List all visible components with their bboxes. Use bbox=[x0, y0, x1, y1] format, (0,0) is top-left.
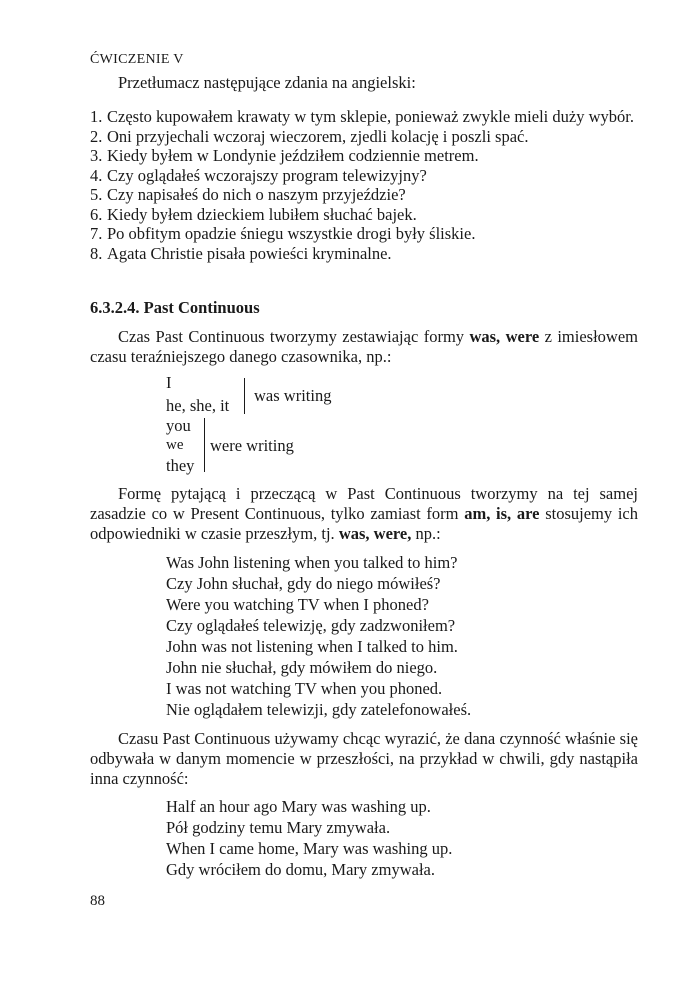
item-number: 3. bbox=[90, 146, 103, 165]
item-text: Kiedy byłem w Londynie jeździłem codziennie metrem. bbox=[107, 146, 479, 165]
page-number: 88 bbox=[90, 893, 105, 909]
item-text: Kiedy byłem dzieckiem lubiłem słuchać bajek. bbox=[107, 204, 417, 224]
item-number: 4. bbox=[90, 165, 103, 185]
brace-icon bbox=[198, 418, 205, 472]
item-text: Oni przyjechali wczoraj wieczorem, zjedli kolację i poszli spać. bbox=[107, 126, 529, 146]
item-text: Czy napisałeś do nich o naszym przyjeździe? bbox=[107, 185, 406, 204]
example-polish: Pół godziny temu Mary zmywała. bbox=[166, 817, 391, 837]
examples-block-2 bbox=[166, 797, 452, 881]
example-english: Half an hour ago Mary was washing up. bbox=[166, 797, 431, 816]
paragraph-usage bbox=[90, 729, 638, 789]
item-number: 5. bbox=[90, 185, 103, 204]
item-number: 6. bbox=[90, 204, 103, 224]
list-item bbox=[90, 205, 638, 225]
verb-form: were writing bbox=[210, 436, 294, 455]
list-item bbox=[90, 166, 638, 186]
section-heading: 6.3.2.4. Past Continuous bbox=[90, 298, 260, 317]
example-polish: Czy oglądałeś telewizję, gdy zadzwoniłem? bbox=[166, 615, 456, 635]
example-polish: Gdy wróciłem do domu, Mary zmywała. bbox=[166, 859, 435, 879]
exercise-instruction: Przetłumacz następujące zdania na angielski: bbox=[118, 73, 416, 92]
item-text: Często kupowałem krawaty w tym sklepie, ponieważ zwykle mieli duży wybór. bbox=[107, 107, 634, 126]
paragraph-question-negative bbox=[90, 484, 638, 544]
example-polish: Nie oglądałem telewizji, gdy zatelefonowałeś. bbox=[166, 699, 472, 719]
item-number: 1. bbox=[90, 107, 103, 126]
example-polish: John nie słuchał, gdy mówiłem do niego. bbox=[166, 657, 438, 677]
list-item bbox=[90, 107, 638, 127]
exercise-title: ĆWICZENIE V bbox=[90, 52, 184, 67]
para2-bold-a: am, is, are bbox=[464, 504, 540, 523]
exercise-list bbox=[90, 107, 638, 263]
paragraph-intro bbox=[90, 327, 638, 367]
item-text: Po obfitym opadzie śniegu wszystkie drogi były śliskie. bbox=[107, 224, 476, 243]
pronoun: I bbox=[166, 373, 172, 392]
para1-text-b: z imiesłowem czasu teraźniejszego danego czasownika, np.: bbox=[90, 327, 638, 366]
list-item bbox=[90, 146, 638, 166]
para2-text-a: Formę pytającą i przeczącą w Past Continuous tworzymy na tej samej zasadzie co w Present Continuous, tylko zamiast form bbox=[90, 484, 638, 523]
pronoun: they bbox=[166, 456, 195, 475]
para2-text-c: np.: bbox=[411, 524, 441, 543]
example-english: Were you watching TV when I phoned? bbox=[166, 595, 429, 614]
brace-icon bbox=[238, 378, 245, 414]
item-number: 2. bbox=[90, 126, 103, 146]
verb-form: was writing bbox=[254, 386, 332, 405]
example-english: John was not listening when I talked to him. bbox=[166, 637, 458, 656]
para2-bold-b: was, were, bbox=[338, 524, 412, 543]
pronoun: you bbox=[166, 416, 191, 435]
para1-text-a: Czas Past Continuous tworzymy zestawiając formy bbox=[118, 327, 470, 346]
item-number: 8. bbox=[90, 243, 103, 263]
item-text: Czy oglądałeś wczorajszy program telewizyjny? bbox=[107, 165, 427, 185]
example-english: Was John listening when you talked to him? bbox=[166, 553, 458, 572]
para1-bold: was, were bbox=[469, 327, 540, 346]
list-item bbox=[90, 244, 638, 264]
list-item bbox=[90, 224, 638, 244]
list-item bbox=[90, 127, 638, 147]
para3-text: Czasu Past Continuous używamy chcąc wyrazić, że dana czynność właśnie się odbywała w danym momencie w przeszłości, na przykład w chwili, gdy nastąpiła inna czynność: bbox=[90, 729, 638, 788]
examples-block-1 bbox=[166, 553, 471, 721]
example-english: I was not watching TV when you phoned. bbox=[166, 679, 443, 698]
item-number: 7. bbox=[90, 224, 103, 243]
item-text: Agata Christie pisała powieści kryminalne. bbox=[107, 243, 392, 263]
pronoun: we bbox=[166, 437, 184, 453]
pronoun: he, she, it bbox=[166, 396, 230, 415]
example-polish: Czy John słuchał, gdy do niego mówiłeś? bbox=[166, 573, 441, 593]
example-english: When I came home, Mary was washing up. bbox=[166, 839, 453, 858]
list-item bbox=[90, 185, 638, 205]
para2-text-b: stosujemy ich odpowiedniki w czasie przeszłym, tj. bbox=[90, 504, 638, 543]
